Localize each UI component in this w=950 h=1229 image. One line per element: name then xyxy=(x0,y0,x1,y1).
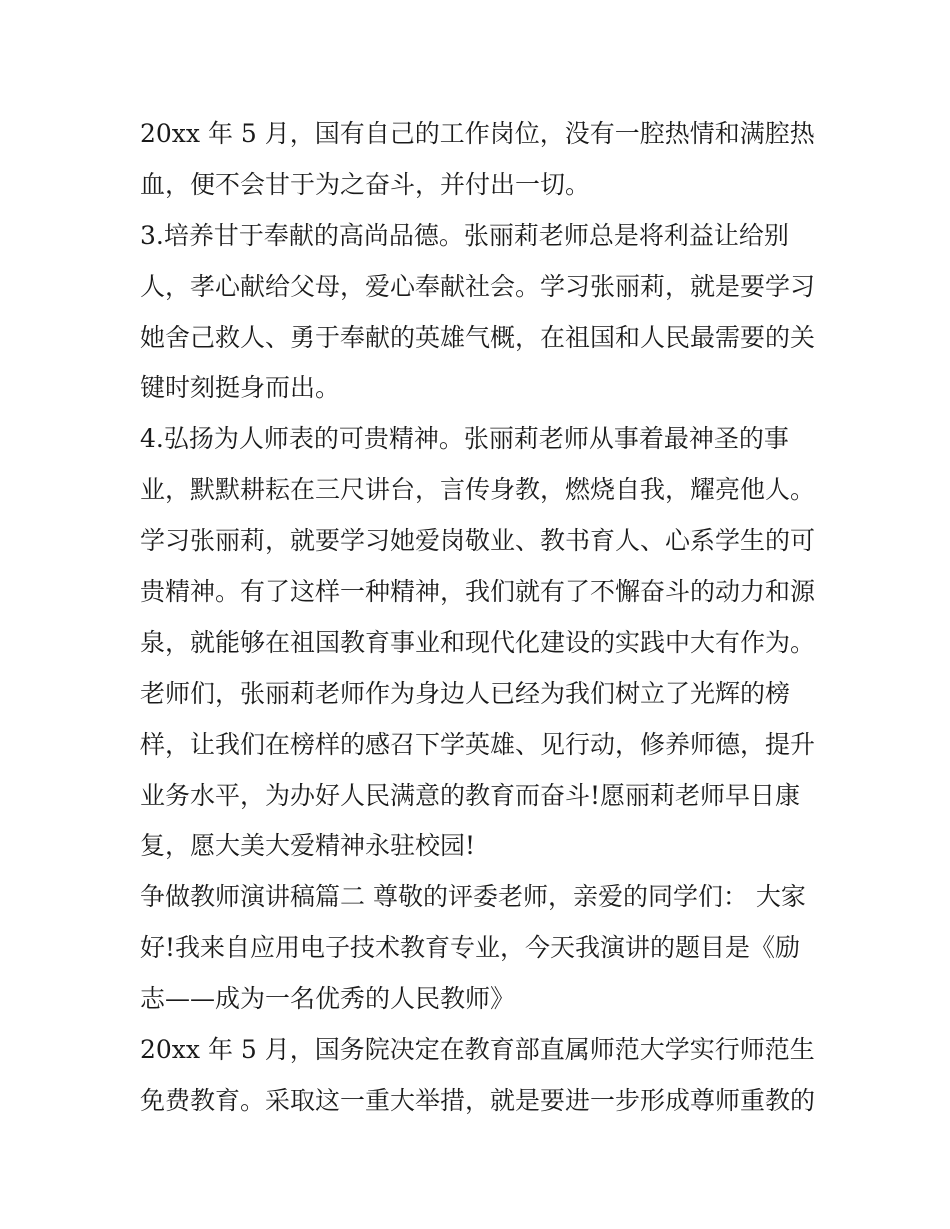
text-line: 业，默默耕耘在三尺讲台，言传身教，燃烧自我，耀亮他人。 xyxy=(140,475,816,505)
text-line: 键时刻挺身而出。 xyxy=(140,373,341,403)
section-heading-line: 争做教师演讲稿篇二 尊敬的评委老师，亲爱的同学们： 大家 xyxy=(140,882,806,912)
text-line: 学习张丽莉，就要学习她爱岗敬业、教书育人、心系学生的可 xyxy=(140,526,816,556)
text-line: 志——成为一名优秀的人民教师》 xyxy=(140,984,516,1014)
text-line: 业务水平，为办好人民满意的教育而奋斗!愿丽莉老师早日康 xyxy=(140,780,801,810)
text-line: 贵精神。有了这样一种精神，我们就有了不懈奋斗的动力和源 xyxy=(140,577,816,607)
text-line: 人，孝心献给父母，爱心奉献社会。学习张丽莉，就是要学习 xyxy=(140,271,816,301)
text-line: 3.培养甘于奉献的高尚品德。张丽莉老师总是将利益让给别 xyxy=(140,220,789,250)
text-line: 老师们，张丽莉老师作为身边人已经为我们树立了光辉的榜 xyxy=(140,678,791,708)
text-line: 泉，就能够在祖国教育事业和现代化建设的实践中大有作为。 xyxy=(140,627,816,657)
text-line: 20xx 年 5 月，国有自己的工作岗位，没有一腔热情和满腔热 xyxy=(140,119,815,148)
text-line: 血，便不会甘于为之奋斗，并付出一切。 xyxy=(140,169,591,199)
text-line: 20xx 年 5 月，国务院决定在教育部直属师范大学实行师范生 xyxy=(140,1035,815,1065)
text-line: 免费教育。采取这一重大举措，就是要进一步形成尊师重教的 xyxy=(140,1085,816,1115)
text-line: 复，愿大美大爱精神永驻校园! xyxy=(140,831,476,861)
text-line: 好!我来自应用电子技术教育专业，今天我演讲的题目是《励 xyxy=(140,933,801,963)
text-line: 4.弘扬为人师表的可贵精神。张丽莉老师从事着最神圣的事 xyxy=(140,424,789,454)
document-body xyxy=(140,109,840,1127)
text-line: 她舍己救人、勇于奉献的英雄气概，在祖国和人民最需要的关 xyxy=(140,322,816,352)
text-line: 样，让我们在榜样的感召下学英雄、见行动，修养师德，提升 xyxy=(140,729,816,759)
